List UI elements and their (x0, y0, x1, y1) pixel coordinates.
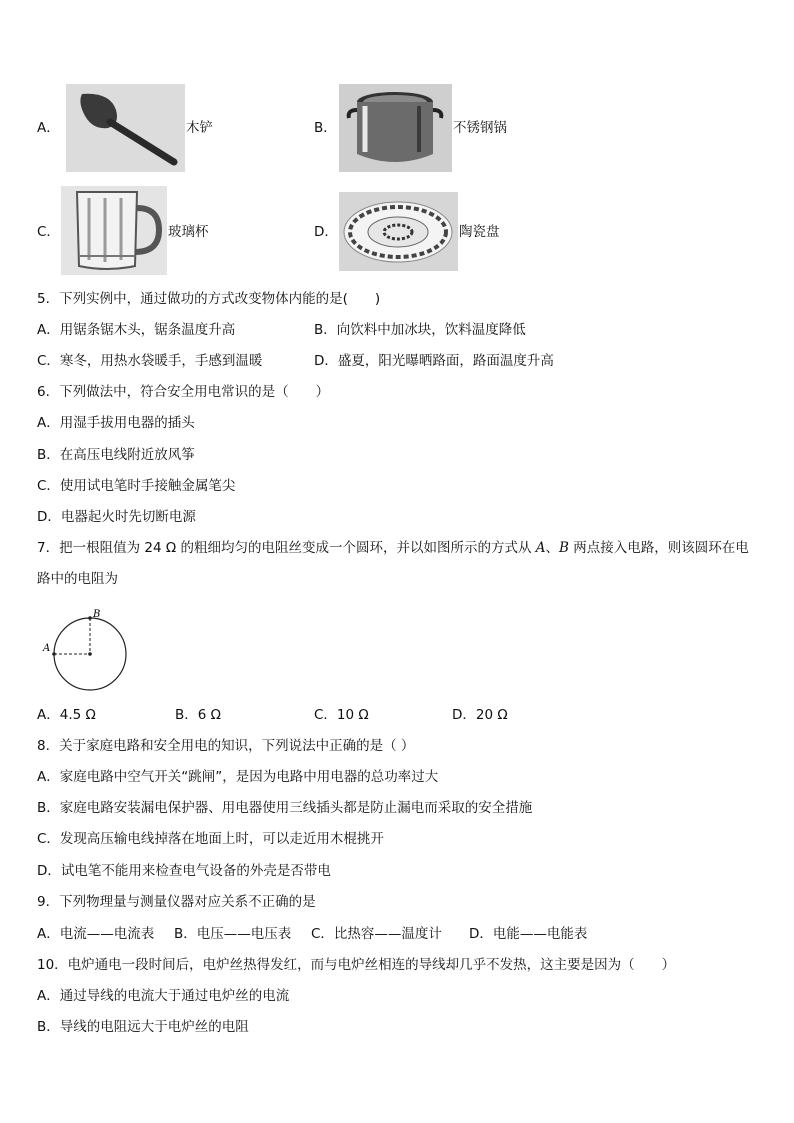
q6-option-b[interactable]: B．在高压电线附近放风筝 (37, 447, 195, 463)
glass-mug-photo-icon (61, 186, 167, 275)
option-caption: 陶瓷盘 (459, 224, 500, 240)
figure-label-b: B (93, 609, 101, 620)
option-caption: 不锈钢锅 (453, 120, 507, 136)
option-letter: C． (37, 224, 60, 240)
separator: 、 (545, 540, 559, 556)
q8-option-c[interactable]: C．发现高压输电线掉落在地面上时，可以走近用木棍挑开 (37, 831, 384, 847)
question-7-stem-line-2: 路中的电阻为 (37, 571, 118, 587)
point-b-label: B (559, 540, 569, 556)
q8-option-a[interactable]: A．家庭电路中空气开关“跳闸”，是因为电路中用电器的总功率过大 (37, 769, 439, 785)
question-6-stem: 6．下列做法中，符合安全用电常识的是（ ） (37, 384, 330, 400)
q7-option-a[interactable]: A．4.5 Ω (37, 707, 96, 723)
point-a-label: A (535, 540, 546, 556)
option-caption: 木铲 (186, 120, 213, 136)
q6-option-d[interactable]: D．电器起火时先切断电源 (37, 509, 196, 525)
stem-text: 7．把一根阻值为 24 Ω 的粗细均匀的电阻丝变成一个圆环，并以如图所示的方式从 (37, 540, 536, 556)
q5-option-a[interactable]: A．用锯条锯木头，锯条温度升高 (37, 322, 236, 338)
question-5-stem: 5．下列实例中，通过做功的方式改变物体内能的是( ) (37, 291, 381, 307)
q9-option-c[interactable]: C．比热容——温度计 (311, 926, 442, 942)
q10-option-a[interactable]: A．通过导线的电流大于通过电炉丝的电流 (37, 988, 290, 1004)
option-letter: B． (314, 120, 337, 136)
q7-option-d[interactable]: D．20 Ω (452, 707, 508, 723)
q7-option-b[interactable]: B．6 Ω (175, 707, 221, 723)
q6-option-c[interactable]: C．使用试电笔时手接触金属笔尖 (37, 478, 236, 494)
option-letter: A． (37, 120, 60, 136)
q8-option-d[interactable]: D．试电笔不能用来检查电气设备的外壳是否带电 (37, 863, 331, 879)
option-letter: D． (314, 224, 338, 240)
question-7-stem-line-1 (37, 538, 749, 558)
ring-circuit-figure (40, 608, 132, 696)
question-8-stem: 8．关于家庭电路和安全用电的知识，下列说法中正确的是（ ） (37, 738, 415, 754)
question-9-stem: 9．下列物理量与测量仪器对应关系不正确的是 (37, 894, 316, 910)
stem-text: 两点接入电路，则该圆环在电 (568, 540, 749, 556)
wooden-spatula-photo-icon (66, 84, 185, 172)
q8-option-b[interactable]: B．家庭电路安装漏电保护器、用电器使用三线插头都是防止漏电而采取的安全措施 (37, 800, 533, 816)
q9-option-a[interactable]: A．电流——电流表 (37, 926, 155, 942)
q9-option-b[interactable]: B．电压——电压表 (174, 926, 292, 942)
ceramic-plate-photo-icon (339, 192, 458, 271)
q7-option-c[interactable]: C．10 Ω (314, 707, 369, 723)
question-10-stem: 10．电炉通电一段时间后，电炉丝热得发红，而与电炉丝相连的导线却几乎不发热，这主要是因为（ ） (37, 957, 676, 973)
stainless-steel-pot-photo-icon (339, 84, 452, 172)
q6-option-a[interactable]: A．用湿手拔用电器的插头 (37, 415, 195, 431)
option-caption: 玻璃杯 (168, 224, 209, 240)
q5-option-b[interactable]: B．向饮料中加冰块，饮料温度降低 (314, 322, 526, 338)
q10-option-b[interactable]: B．导线的电阻远大于电炉丝的电阻 (37, 1019, 249, 1035)
q9-option-d[interactable]: D．电能——电能表 (469, 926, 588, 942)
figure-label-a: A (43, 643, 51, 654)
q5-option-d[interactable]: D．盛夏，阳光曝晒路面，路面温度升高 (314, 353, 554, 369)
q5-option-c[interactable]: C．寒冬，用热水袋暖手，手感到温暖 (37, 353, 263, 369)
